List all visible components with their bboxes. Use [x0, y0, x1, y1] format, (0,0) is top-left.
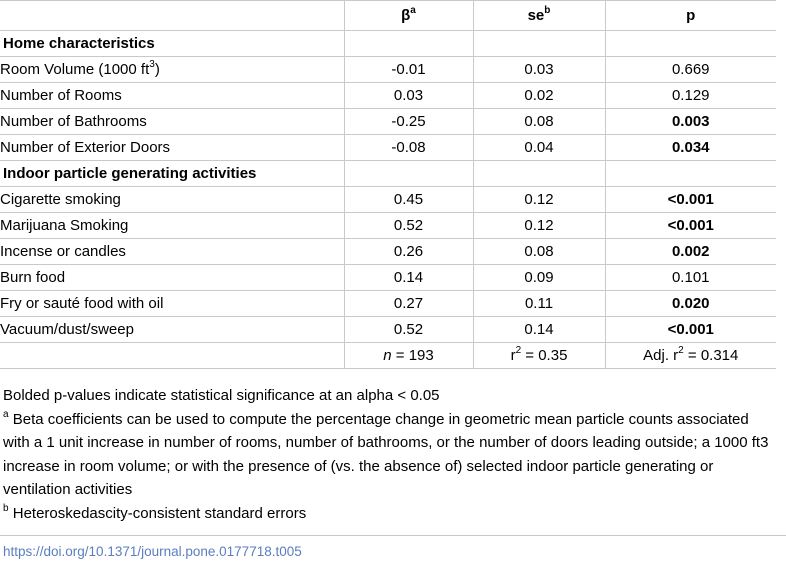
row-label: Marijuana Smoking — [0, 213, 344, 239]
section-row-activities — [0, 161, 776, 187]
table-row — [0, 239, 776, 265]
beta-cell: 0.52 — [344, 213, 473, 239]
row-label: Burn food — [0, 265, 344, 291]
se-cell: 0.14 — [473, 317, 605, 343]
table-row — [0, 135, 776, 161]
p-cell-significant: <0.001 — [605, 187, 776, 213]
r2-cell: $r^2 = 0.35$ — [473, 343, 605, 369]
se-cell: 0.11 — [473, 291, 605, 317]
note-b: $^b$ Heteroskedascity-consistent standard errors — [3, 502, 307, 522]
p-cell: 0.101 — [605, 265, 776, 291]
header-se: $se^b$ — [473, 1, 605, 31]
se-cell: 0.12 — [473, 213, 605, 239]
se-cell: 0.04 — [473, 135, 605, 161]
table-row — [0, 265, 776, 291]
table-row — [0, 291, 776, 317]
p-cell-significant: <0.001 — [605, 317, 776, 343]
section-row-home — [0, 31, 776, 57]
note-a: $^a$ Beta coefficients can be used to compute the percentage change in geometric mean particle counts associated with a 1 unit increase in number of rooms, number of bathrooms, or the number of doors leading outside; a 1000 ft3 increase in room volume; or with the presence of (vs. the absence of) selected indoor particle generating or ventilation activities — [3, 408, 769, 498]
adj-r2-cell: Adj. $r^2 = 0.314$ — [605, 343, 776, 369]
section-title: Indoor particle generating activities — [0, 161, 344, 187]
beta-cell: 0.14 — [344, 265, 473, 291]
row-label: Number of Bathrooms — [0, 109, 344, 135]
note-bolded: Bolded p-values indicate statistical significance at an alpha < 0.05 — [3, 387, 440, 404]
header-row — [0, 1, 776, 31]
p-cell-significant: 0.020 — [605, 291, 776, 317]
row-label: Room Volume (1000 $ft^3$) — [0, 57, 344, 83]
row-label: Number of Exterior Doors — [0, 135, 344, 161]
se-cell: 0.12 — [473, 187, 605, 213]
table-row — [0, 57, 776, 83]
beta-cell: 0.27 — [344, 291, 473, 317]
beta-cell: -0.01 — [344, 57, 473, 83]
beta-cell: 0.03 — [344, 83, 473, 109]
model-stats-row — [0, 343, 776, 369]
row-label: Cigarette smoking — [0, 187, 344, 213]
divider — [0, 535, 786, 536]
p-cell-significant: 0.002 — [605, 239, 776, 265]
beta-cell: 0.26 — [344, 239, 473, 265]
row-label: Vacuum/dust/sweep — [0, 317, 344, 343]
se-cell: 0.08 — [473, 109, 605, 135]
p-cell-significant: <0.001 — [605, 213, 776, 239]
row-label: Incense or candles — [0, 239, 344, 265]
p-cell: 0.669 — [605, 57, 776, 83]
table-notes — [3, 384, 773, 525]
table-row — [0, 187, 776, 213]
header-label — [0, 1, 344, 31]
se-cell: 0.08 — [473, 239, 605, 265]
p-cell-significant: 0.003 — [605, 109, 776, 135]
beta-cell: -0.08 — [344, 135, 473, 161]
table-row — [0, 213, 776, 239]
header-beta: $\beta^a$ — [344, 1, 473, 31]
beta-cell: 0.45 — [344, 187, 473, 213]
beta-cell: 0.52 — [344, 317, 473, 343]
se-cell: 0.03 — [473, 57, 605, 83]
row-label: Fry or sauté food with oil — [0, 291, 344, 317]
doi-link[interactable]: https://doi.org/10.1371/journal.pone.0177718.t005 — [3, 544, 302, 559]
table-row — [0, 83, 776, 109]
p-cell-significant: 0.034 — [605, 135, 776, 161]
table-row — [0, 317, 776, 343]
n-cell: n = 193 — [344, 343, 473, 369]
table-row — [0, 109, 776, 135]
p-cell: 0.129 — [605, 83, 776, 109]
se-cell: 0.09 — [473, 265, 605, 291]
se-cell: 0.02 — [473, 83, 605, 109]
beta-cell: -0.25 — [344, 109, 473, 135]
row-label: Number of Rooms — [0, 83, 344, 109]
header-p: p — [605, 1, 776, 31]
section-title: Home characteristics — [0, 31, 344, 57]
